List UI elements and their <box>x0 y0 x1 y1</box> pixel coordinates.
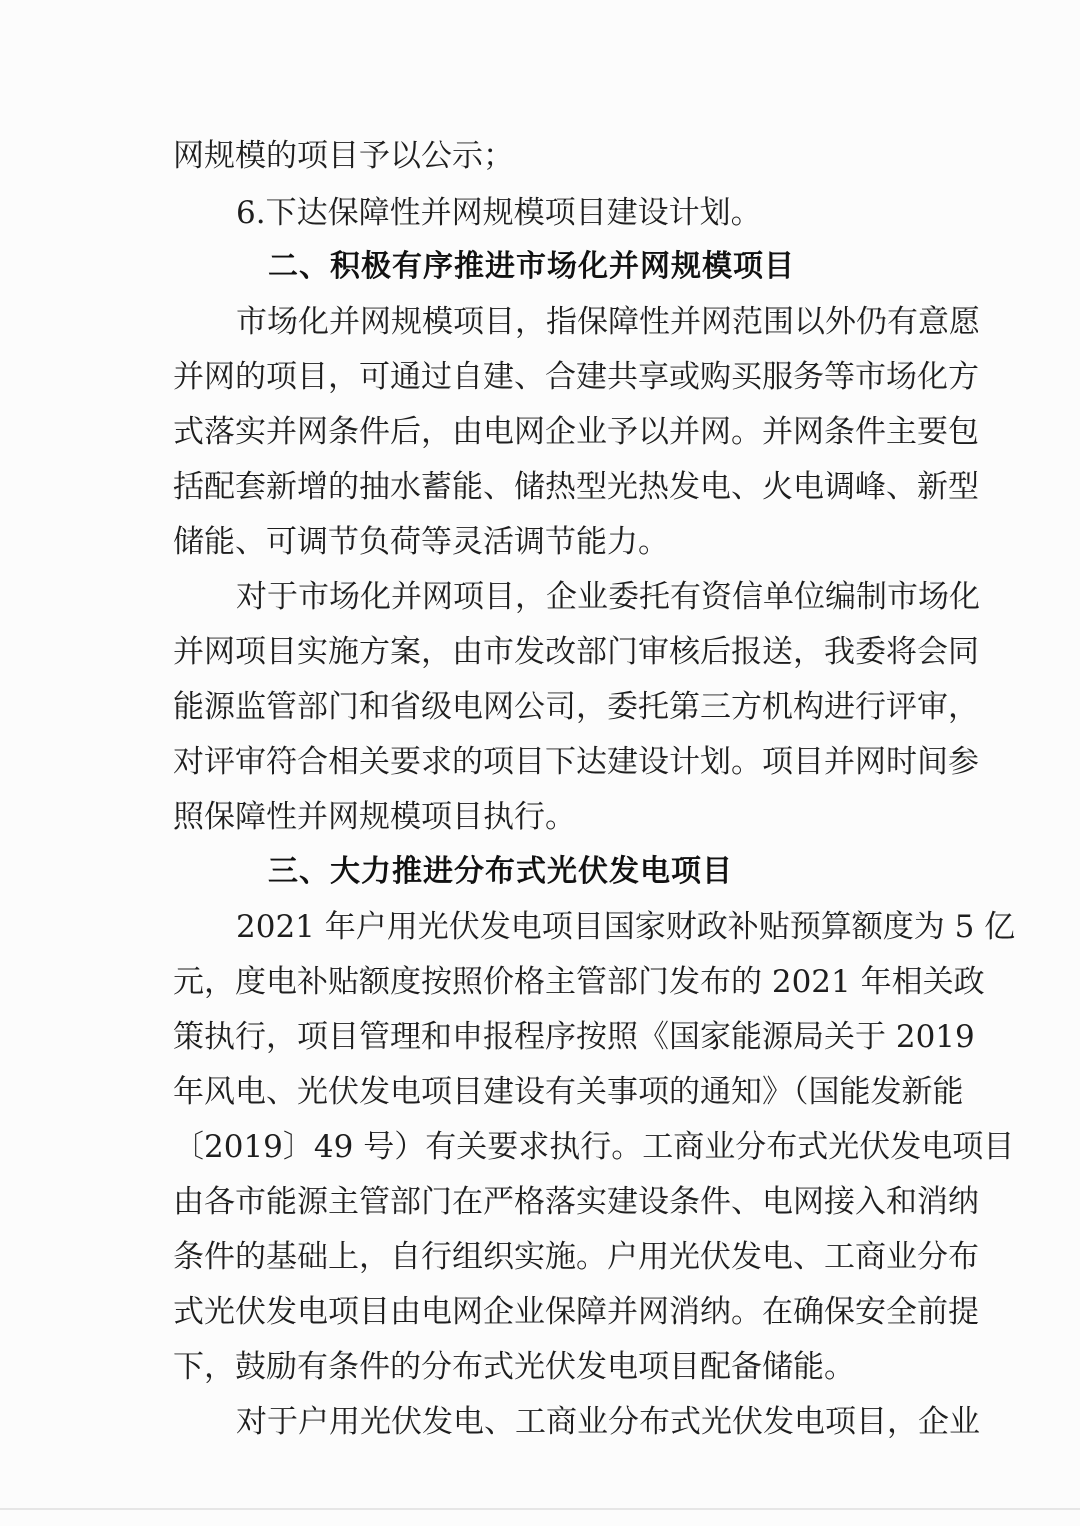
paragraph-line: 对于户用光伏发电、工商业分布式光伏发电项目，企业 <box>236 1404 980 1440</box>
paragraph-line: 条件的基础上，自行组织实施。户用光伏发电、工商业分布 <box>173 1239 979 1275</box>
paragraph-line: 并网的项目，可通过自建、合建共享或购买服务等市场化方 <box>173 359 979 395</box>
paragraph-line: 元，度电补贴额度按照价格主管部门发布的 2021 年相关政 <box>173 964 985 1000</box>
section-heading-3: 三、大力推进分布式光伏发电项目 <box>268 854 733 889</box>
paragraph-line: 照保障性并网规模项目执行。 <box>173 799 576 835</box>
paragraph-line: 2021 年户用光伏发电项目国家财政补贴预算额度为 5 亿 <box>236 909 1016 945</box>
paragraph-line: 式落实并网条件后，由电网企业予以并网。并网条件主要包 <box>173 414 979 450</box>
paragraph-line: 储能、可调节负荷等灵活调节能力。 <box>173 524 669 560</box>
paragraph-line: 年风电、光伏发电项目建设有关事项的通知》（国能发新能 <box>173 1074 964 1110</box>
paragraph-line: 括配套新增的抽水蓄能、储热型光热发电、火电调峰、新型 <box>173 469 979 505</box>
paragraph-line: 并网项目实施方案，由市发改部门审核后报送，我委将会同 <box>173 634 979 670</box>
paragraph-line: 市场化并网规模项目，指保障性并网范围以外仍有意愿 <box>236 304 980 340</box>
paragraph-line: 能源监管部门和省级电网公司，委托第三方机构进行评审， <box>173 689 979 725</box>
paragraph-line: 对评审符合相关要求的项目下达建设计划。项目并网时间参 <box>173 744 979 780</box>
list-item-6: 6.下达保障性并网规模项目建设计划。 <box>236 195 762 231</box>
section-heading-2: 二、积极有序推进市场化并网规模项目 <box>268 249 795 284</box>
paragraph-line: 下，鼓励有条件的分布式光伏发电项目配备储能。 <box>173 1349 855 1385</box>
paragraph-line: 〔2019〕49 号）有关要求执行。工商业分布式光伏发电项目 <box>173 1129 1015 1165</box>
paragraph-line: 对于市场化并网项目，企业委托有资信单位编制市场化 <box>236 579 980 615</box>
paragraph-line: 式光伏发电项目由电网企业保障并网消纳。在确保安全前提 <box>173 1294 979 1330</box>
paragraph-line: 由各市能源主管部门在严格落实建设条件、电网接入和消纳 <box>173 1184 979 1220</box>
paragraph-line: 策执行，项目管理和申报程序按照《国家能源局关于 2019 <box>173 1019 975 1055</box>
page-bottom-edge <box>0 1508 1080 1510</box>
paragraph-line: 网规模的项目予以公示； <box>173 138 514 174</box>
